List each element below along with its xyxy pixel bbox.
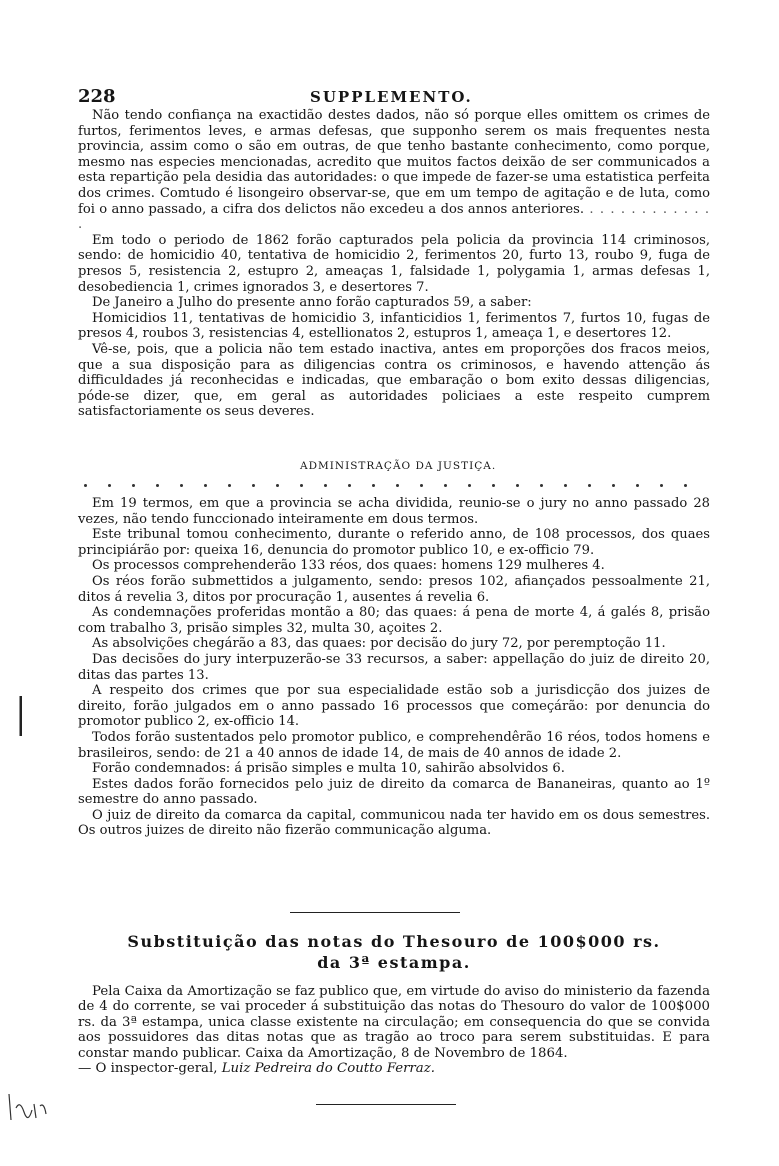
horizontal-rule	[316, 1104, 456, 1105]
section-heading: ADMINISTRAÇÃO DA JUSTIÇA.	[300, 460, 497, 472]
dotted-separator	[84, 484, 704, 492]
running-title: SUPPLEMENTO.	[310, 88, 473, 106]
paragraph: A respeito dos crimes que por sua especialidade estão sob a jurisdicção dos juizes de direito, forão julgados em o anno passado 16 processos que começárão: por denuncia do promotor publico 2, ex-officio 14.	[78, 683, 710, 730]
notice-section	[78, 984, 710, 1076]
paragraph	[78, 984, 710, 1076]
page-number: 228	[78, 86, 116, 107]
paragraph: Estes dados forão fornecidos pelo juiz de direito da comarca de Bananeiras, quanto ao 1º semestre do anno passado.	[78, 776, 710, 808]
paragraph: De Janeiro a Julho do presente anno forão capturados 59, a saber:	[92, 295, 532, 311]
justice-administration-section	[78, 496, 710, 839]
paragraph: Vê-se, pois, que a policia não tem estado inactiva, antes em proporções dos fracos meios, que a sua disposição para as diligencias contra os criminosos, e havendo attenção ás difficuldades já reconhecidas e indicadas, que embaração o bom exito dessas diligencias, póde-se dizer, que, em geral as autoridades policiaes a este respeito cumprem satisfactoriamente os seus deveres.	[78, 341, 710, 420]
paragraph: Em todo o periodo de 1862 forão capturados pela policia da provincia 114 criminosos, sendo: de homicidio 40, tentativa de homicidio 2, ferimentos 20, furto 13, roubo 9, fuga de presos 5, resistencia 2, estupro 2, ameaças 1, falsidade 1, polygamia 1, armas defesas 1, desobediencia 1, crimes ignorados 3, e desertores 7.	[78, 232, 710, 295]
paragraph-text: Pela Caixa da Amortização se faz publico que, em virtude do aviso do ministerio da fazenda de 4 do corrente, se vai proceder á substituição das notas do Thesouro do valor de 100$000 rs. da 3ª estampa, unica classe existente na circulação; em consequencia do que se convida aos possuidores das ditas notas que as tragão ao troco para serem substituidas. E para constar mando publicar. Caixa da Amortização, 8 de Novembro de 1864.	[78, 984, 710, 1061]
paragraph: As condemnações proferidas montão a 80; das quaes: á pena de morte 4, á galés 8, prisão com trabalho 3, prisão simples 32, multa 30, açoites 2.	[78, 605, 710, 636]
page-header	[78, 86, 708, 108]
signature-name: Luiz Pedreira do Coutto Ferraz.	[221, 1061, 435, 1077]
paragraph-text: Não tendo confiança na exactidão destes dados, não só porque elles omittem os crimes de furtos, ferimentos leves, e armas defesas, que supponho serem os mais frequentes nesta provincia, assim como o são em outras, de que tenho bastante conhecimento, como porque, mesmo nas especies mencionadas, acredito que muitos factos deixão de ser communicados a esta repartição pela desidia das autoridades: o que impede de fazer-se uma estatistica perfeita dos crimes. Comtudo é lisongeiro observar-se, que em um tempo de agitação e de luta, como foi o anno passado, a cifra dos delictos não excedeu a dos annos anteriores.	[78, 108, 710, 217]
paragraph: As absolvições chegárão a 83, das quaes: por decisão do jury 72, por peremptoção 11.	[92, 636, 666, 652]
notice-subtitle: da 3ª estampa.	[317, 953, 471, 972]
paragraph: Os processos comprehenderão 133 réos, dos quaes: homens 129 mulheres 4.	[92, 558, 605, 574]
signature-prefix: — O inspector-geral,	[78, 1061, 218, 1077]
paragraph: Todos forão sustentados pelo promotor publico, e comprehendêrão 16 réos, todos homens e brasileiros, sendo: de 21 a 40 annos de idade 14, de mais de 40 annos de idade 2.	[78, 729, 710, 761]
paragraph: Forão condemnados: á prisão simples e multa 10, sahirão absolvidos 6.	[92, 761, 565, 777]
margin-scribble-icon	[6, 1090, 52, 1130]
paragraph: Em 19 termos, em que a provincia se acha dividida, reunio-se o jury no anno passado 28 vezes, não tendo funccionado inteiramente em dous termos.	[78, 496, 710, 527]
horizontal-rule	[290, 912, 460, 913]
notice-title: Substituição das notas do Thesouro de 100$000 rs.	[127, 932, 661, 951]
margin-mark	[19, 696, 23, 736]
paragraph: Este tribunal tomou conhecimento, durante o referido anno, de 108 processos, dos quaes principiárão por: queixa 16, denuncia do promotor publico 10, e ex-officio 79.	[78, 527, 710, 558]
paragraph: Homicidios 11, tentativas de homicidio 3, infanticidios 1, ferimentos 7, furtos 10, fugas de presos 4, roubos 3, resistencias 4, estellionatos 2, estupros 1, ameaça 1, e desertores 12.	[78, 310, 710, 342]
paragraph: Os réos forão submettidos a julgamento, sendo: presos 102, afiançados pessoalmente 21, ditos á revelia 3, ditos por procuração 1, ausentes á revelia 6.	[78, 573, 710, 605]
paragraph: Das decisões do jury interpuzerão-se 33 recursos, a saber: appellação do juiz de direito 20, ditas das partes 13.	[78, 651, 710, 683]
leader-dots: . . . . . . . . . . . . .	[78, 201, 710, 233]
paragraph: O juiz de direito da comarca da capital, communicou nada ter havido em os dous semestres. Os outros juizes de direito não fizerão communicação alguma.	[78, 807, 710, 839]
paragraph	[78, 108, 710, 233]
police-statistics-section	[78, 108, 710, 420]
